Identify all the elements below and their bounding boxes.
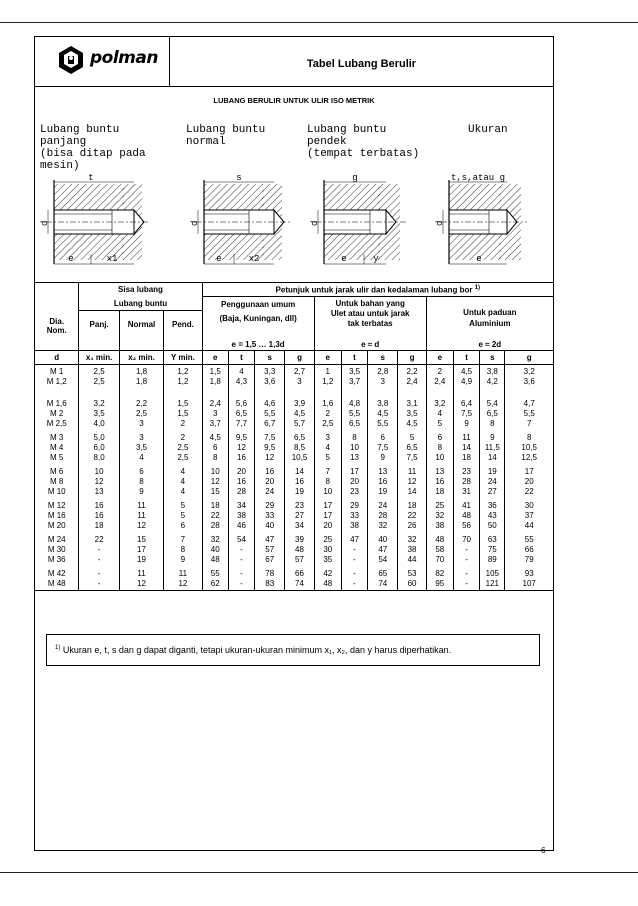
table-cell: 16 20 24 <box>255 463 285 497</box>
dim-label-d-4: d <box>435 220 445 226</box>
table-cell: 10 12 13 <box>79 463 119 497</box>
dim-label-d-3: d <box>310 220 320 226</box>
table-cell: 2,4 3 3,7 <box>202 395 228 429</box>
caption-line: mesin) <box>40 160 80 172</box>
logo-box <box>34 36 170 86</box>
table-cell: 1,5 1,8 <box>202 365 228 395</box>
table-cell: 2,2 2,4 <box>398 365 426 395</box>
header-dia-spacer <box>35 339 79 351</box>
column-label: s <box>480 351 505 365</box>
table-cell: 4,5 6 8 <box>202 429 228 463</box>
column-label: x₁ min. <box>79 351 119 365</box>
table-cell: 25 30 35 <box>314 531 341 565</box>
header-petunjuk <box>202 283 553 297</box>
caption-line: panjang <box>40 136 87 148</box>
table-cell: 2,2 2,5 3 <box>119 395 163 429</box>
caption-long-blind-hole <box>40 124 146 172</box>
table-cell: 18 22 26 <box>398 497 426 531</box>
logo-text: polman <box>90 48 158 68</box>
thread-size-cell: M 1,6 M 2 M 2,5 <box>35 395 79 429</box>
table-cell: - - <box>453 565 479 591</box>
table-cell: 2,8 3 <box>368 365 398 395</box>
caption-line: pendek <box>307 136 347 148</box>
table-cell: 1,6 2 2,5 <box>314 395 341 429</box>
caption-line: Lubang buntu <box>307 124 387 136</box>
table-cell: 15 17 19 <box>119 531 163 565</box>
table-cell: 9,5 12 16 <box>228 429 254 463</box>
dim-label-g: g <box>352 173 358 183</box>
dim-label-x2: x2 <box>248 254 260 264</box>
table-cell: 4,7 5,5 7 <box>505 395 554 429</box>
column-label: e <box>314 351 341 365</box>
column-label: s <box>255 351 285 365</box>
table-cell: 1,5 1,5 2 <box>164 395 202 429</box>
table-cell: 18 22 28 <box>202 497 228 531</box>
header-ulet-formula: e ≈ d <box>314 339 426 351</box>
table-cell: 4,8 5,5 6,5 <box>341 395 367 429</box>
header-umum-title: Penggunaan umum <box>221 300 296 309</box>
table-cell: 5,4 6,5 8 <box>480 395 505 429</box>
table-cell: 36 43 50 <box>480 497 505 531</box>
table-cell: 6 7,5 9 <box>368 429 398 463</box>
table-cell: 11 12 <box>164 565 202 591</box>
table-cell: 3,2 3,6 <box>505 365 554 395</box>
table-cell: 70 - - <box>453 531 479 565</box>
footnote-marker: 1) <box>55 645 61 651</box>
header-umum-subtitle: (Baja, Kuningan, dll) <box>219 314 297 323</box>
table-cell: 4,6 5,5 6,7 <box>255 395 285 429</box>
table-cell: 6 8 10 <box>426 429 453 463</box>
caption-short-blind-hole <box>307 124 419 160</box>
table-cell: 3,2 4 5 <box>426 395 453 429</box>
caption-dimension <box>468 124 508 136</box>
header-umum-formula: e = 1,5 … 1,3d <box>202 339 314 351</box>
table-cell: 1,2 1,2 <box>164 365 202 395</box>
page-top-rule <box>0 22 638 23</box>
dim-label-t: t <box>88 173 94 183</box>
table-cell: 3,9 4,5 5,7 <box>285 395 314 429</box>
thread-size-cell: M 6 M 8 M 10 <box>35 463 79 497</box>
table-cell: 13 16 18 <box>426 463 453 497</box>
table-cell: 6,5 8,5 10,5 <box>285 429 314 463</box>
dim-label-e-1: e <box>68 254 74 264</box>
table-cell: 63 75 89 <box>480 531 505 565</box>
table-cell: 55 62 <box>202 565 228 591</box>
table-cell: 22 - - <box>79 531 119 565</box>
table-cell: 16 16 18 <box>79 497 119 531</box>
table-cell: 2 2,4 <box>426 365 453 395</box>
table-cell: 47 - - <box>341 531 367 565</box>
header-bahan-ulet <box>314 297 426 339</box>
header-petunjuk-text: Petunjuk untuk jarak ulir dan kedalaman lubang bor <box>275 285 473 295</box>
table-cell: 42 48 <box>314 565 341 591</box>
table-cell: 25 32 38 <box>426 497 453 531</box>
table-cell: 4 4 4 <box>164 463 202 497</box>
thread-size-cell: M 24 M 30 M 36 <box>35 531 79 565</box>
table-cell: 23 27 34 <box>285 497 314 531</box>
dim-label-d-1: d <box>40 220 50 226</box>
document-title: Tabel Lubang Berulir <box>306 58 417 70</box>
diagram-short-blind-hole <box>316 180 406 264</box>
polman-logo-icon <box>56 45 86 75</box>
table-cell: 8 10 13 <box>341 429 367 463</box>
table-cell: 53 60 <box>398 565 426 591</box>
column-label: x₂ min. <box>119 351 163 365</box>
table-cell: 3 3,5 4 <box>119 429 163 463</box>
table-cell: 4,5 4,9 <box>453 365 479 395</box>
table-cell: 66 74 <box>285 565 314 591</box>
header-row-1 <box>35 283 554 297</box>
table-cell: 3 4 5 <box>314 429 341 463</box>
table-cell: 6 8 9 <box>119 463 163 497</box>
table-cell: - - <box>79 565 119 591</box>
table-row-group <box>35 395 554 429</box>
header-sisa-lubang: Sisa lubang <box>79 283 202 297</box>
header-lubang-buntu: Lubang buntu <box>79 297 202 311</box>
column-label: e <box>426 351 453 365</box>
caption-line: Ukuran <box>468 124 508 136</box>
header-panjang: Panj. <box>79 311 119 351</box>
dim-label-e-3: e <box>341 254 347 264</box>
footnote-text: Ukuran e, t, s dan g dapat diganti, tetapi ukuran-ukuran minimum x₁, x₂, dan y harus diperhatikan. <box>62 645 452 655</box>
table-cell: 40 47 54 <box>368 531 398 565</box>
caption-line: (tempat terbatas) <box>307 148 420 160</box>
table-cell: 30 37 44 <box>505 497 554 531</box>
column-label: g <box>285 351 314 365</box>
thread-size-cell: M 12 M 16 M 20 <box>35 497 79 531</box>
header-pendek: Pend. <box>164 311 202 351</box>
table-cell: 13 16 19 <box>368 463 398 497</box>
caption-normal-blind-hole <box>186 124 265 148</box>
table-cell: 20 16 28 <box>228 463 254 497</box>
thread-size-cell: M 42 M 48 <box>35 565 79 591</box>
dim-label-tsg: t,s,atau g <box>450 173 506 183</box>
table-cell: 7 8 10 <box>314 463 341 497</box>
header-penggunaan-umum <box>202 297 314 339</box>
page-bottom-rule <box>0 872 638 873</box>
table-cell: 47 57 67 <box>255 531 285 565</box>
header-row-2 <box>35 297 554 311</box>
column-label: t <box>341 351 367 365</box>
table-cell: 7,5 9,5 12 <box>255 429 285 463</box>
table-cell: 17 17 20 <box>314 497 341 531</box>
caption-line: Lubang buntu <box>40 124 120 136</box>
caption-line: normal <box>186 136 226 148</box>
header-petunjuk-footnote-ref: 1) <box>474 284 481 291</box>
table-cell: 14 16 19 <box>285 463 314 497</box>
table-cell: 39 48 57 <box>285 531 314 565</box>
table-cell: 11 12 <box>119 565 163 591</box>
table-cell: 10 12 15 <box>202 463 228 497</box>
table-cell: 65 74 <box>368 565 398 591</box>
table-cell: 23 28 31 <box>453 463 479 497</box>
thread-size-cell: M 1 M 1,2 <box>35 365 79 395</box>
table-cell: 2,5 2,5 <box>79 365 119 395</box>
footnote <box>55 645 451 655</box>
table-cell: 93 107 <box>505 565 554 591</box>
table-cell: - - <box>341 565 367 591</box>
table-cell: 32 40 48 <box>202 531 228 565</box>
column-label: Y min. <box>164 351 202 365</box>
dim-label-d-2: d <box>190 220 200 226</box>
table-cell: 8 10,5 12,5 <box>505 429 554 463</box>
table-cell: 3,8 4,5 5,5 <box>368 395 398 429</box>
column-label: g <box>398 351 426 365</box>
table-cell: 105 121 <box>480 565 505 591</box>
table-cell: 11 11 12 <box>119 497 163 531</box>
table-cell: 5 6,5 7,5 <box>398 429 426 463</box>
table-cell: 29 33 38 <box>341 497 367 531</box>
table-subtitle: LUBANG BERULIR UNTUK ULIR ISO METRIK <box>213 96 375 105</box>
table-row-group <box>35 531 554 565</box>
header-paduan-aluminium: Untuk paduan Aluminium <box>426 297 553 339</box>
table-cell: 1,8 1,8 <box>119 365 163 395</box>
dim-label-y: y <box>373 254 379 264</box>
dim-label-e-4: e <box>476 254 482 264</box>
column-label: e <box>202 351 228 365</box>
table-cell: 3,5 3,7 <box>341 365 367 395</box>
table-cell: - - <box>228 565 254 591</box>
table-cell: 78 83 <box>255 565 285 591</box>
footnote-box <box>46 634 540 666</box>
table-cell: 7 8 9 <box>164 531 202 565</box>
thread-hole-diagrams <box>34 172 554 272</box>
table-row-group <box>35 497 554 531</box>
table-cell: 1 1,2 <box>314 365 341 395</box>
table-cell: 34 38 46 <box>228 497 254 531</box>
table-cell: 24 28 32 <box>368 497 398 531</box>
diagram-long-blind-hole <box>46 180 150 264</box>
table-cell: 4 4,3 <box>228 365 254 395</box>
header-normal: Normal <box>119 311 163 351</box>
table-cell: 3,1 3,5 4,5 <box>398 395 426 429</box>
table-cell: 3,3 3,6 <box>255 365 285 395</box>
header-dia-nom: Dia. Nom. <box>35 283 79 339</box>
table-cell: 5,6 6,5 7,7 <box>228 395 254 429</box>
dim-label-e-2: e <box>216 254 222 264</box>
diagram-dimension <box>441 180 527 264</box>
column-label: t <box>453 351 479 365</box>
table-cell: 11 14 18 <box>453 429 479 463</box>
table-cell: 32 38 44 <box>398 531 426 565</box>
table-row-group <box>35 365 554 395</box>
table-cell: 9 11,5 14 <box>480 429 505 463</box>
page-number: 6 <box>541 846 546 855</box>
column-label: t <box>228 351 254 365</box>
table-cell: 17 20 23 <box>341 463 367 497</box>
column-label: s <box>368 351 398 365</box>
column-label: d <box>35 351 79 365</box>
table-row-group <box>35 429 554 463</box>
table-cell: 19 24 27 <box>480 463 505 497</box>
table-row-group <box>35 565 554 591</box>
table-cell: 5 5 6 <box>164 497 202 531</box>
dim-label-s: s <box>236 173 242 183</box>
diagram-normal-blind-hole <box>196 180 290 264</box>
table-cell: 55 66 79 <box>505 531 554 565</box>
table-cell: 17 20 22 <box>505 463 554 497</box>
caption-line: (bisa ditap pada <box>40 148 146 160</box>
table-cell: 48 58 70 <box>426 531 453 565</box>
header-paduan-formula: e ≈ 2d <box>426 339 553 351</box>
column-label: g <box>505 351 554 365</box>
table-cell: 3,2 3,5 4,0 <box>79 395 119 429</box>
thread-size-cell: M 3 M 4 M 5 <box>35 429 79 463</box>
dim-label-x1: x1 <box>106 254 118 264</box>
table-cell: 2,7 3 <box>285 365 314 395</box>
table-cell: 3,8 4,2 <box>480 365 505 395</box>
table-cell: 29 33 40 <box>255 497 285 531</box>
table-cell: 5,0 6,0 8,0 <box>79 429 119 463</box>
column-label-row <box>35 351 554 365</box>
header-ulet-title: Untuk bahan yang <box>335 299 405 308</box>
header-ulet-subtitle: Ulet atau untuk jarak tak terbatas <box>330 309 410 328</box>
table-cell: 54 - - <box>228 531 254 565</box>
table-cell: 11 12 14 <box>398 463 426 497</box>
table-row-group <box>35 463 554 497</box>
thread-hole-table <box>34 282 554 591</box>
document-header <box>34 36 554 87</box>
caption-line: Lubang buntu <box>186 124 266 136</box>
table-cell: 41 48 56 <box>453 497 479 531</box>
table-cell: 82 95 <box>426 565 453 591</box>
table-cell: 2 2,5 2,5 <box>164 429 202 463</box>
table-cell: 6,4 7,5 9 <box>453 395 479 429</box>
